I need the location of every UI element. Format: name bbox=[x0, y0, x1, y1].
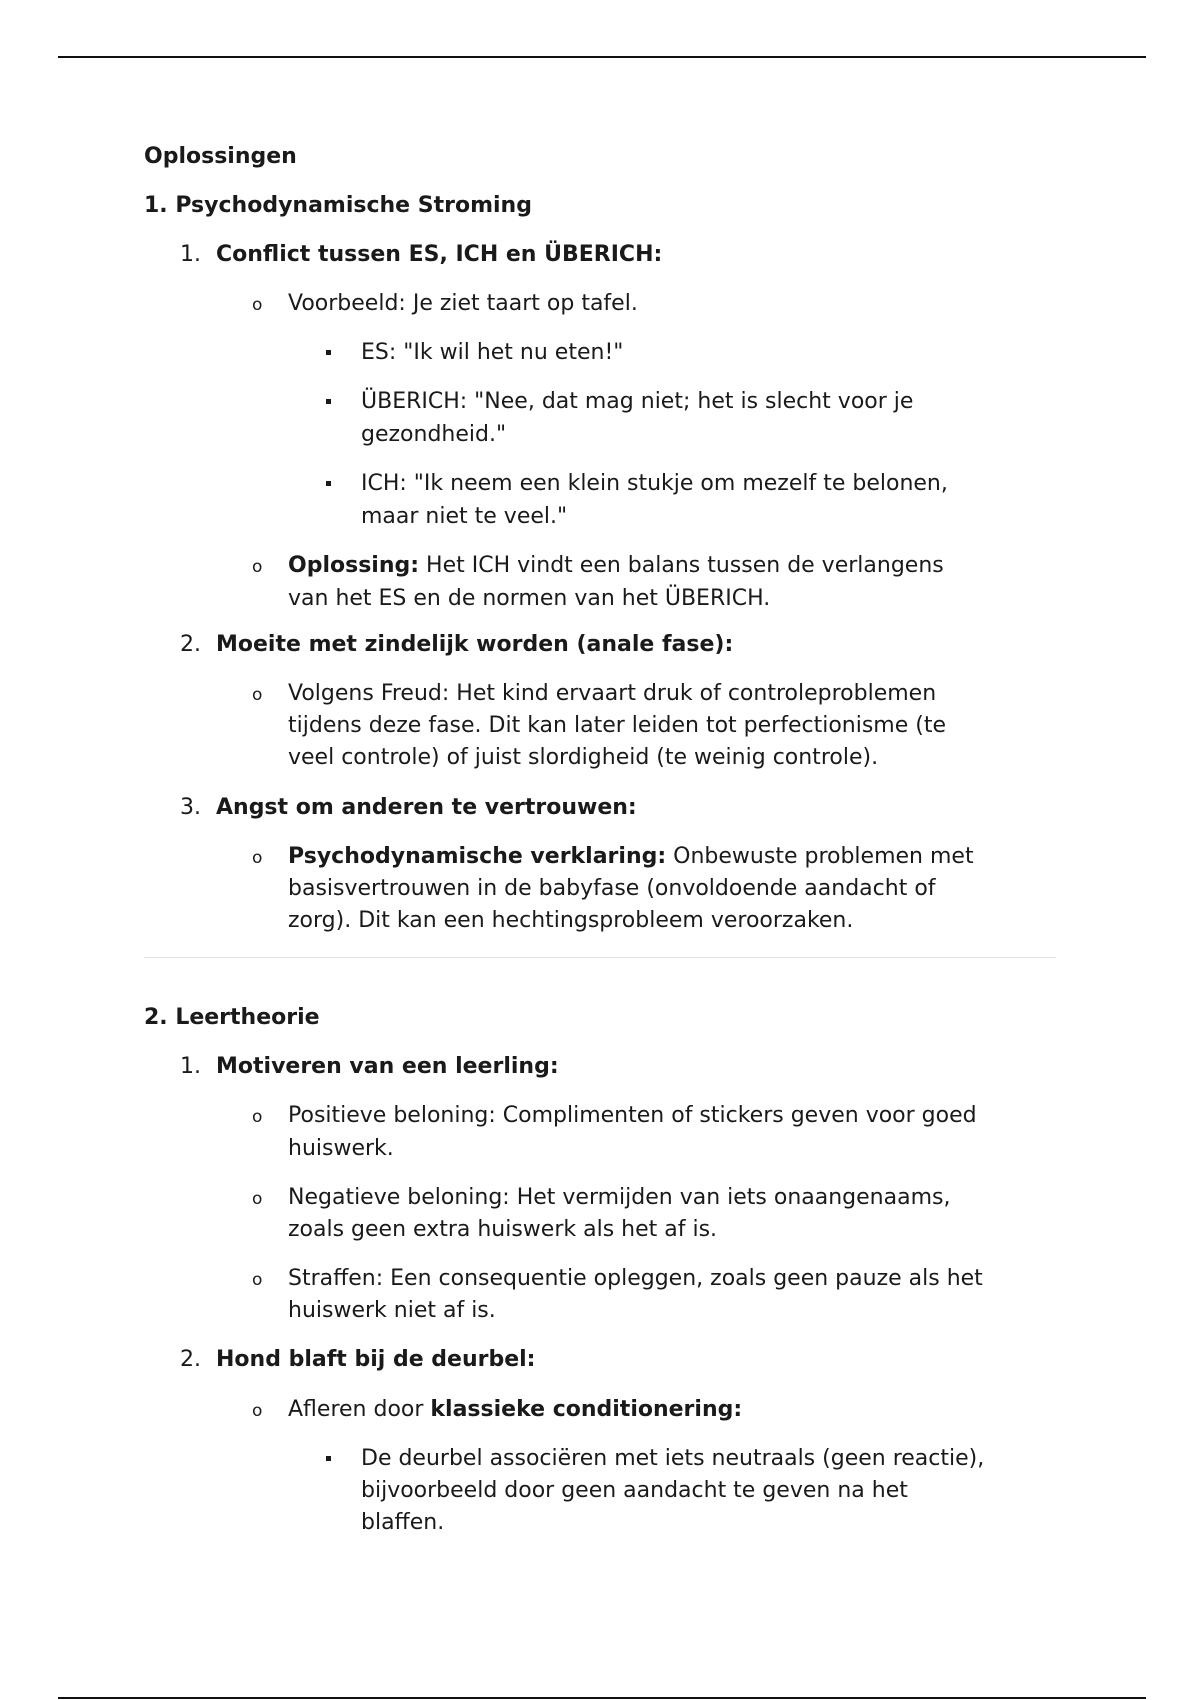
solution-text: Het ICH vindt een balans tussen de verlangens bbox=[419, 553, 944, 578]
positive-line-2: huiswerk. bbox=[288, 1136, 394, 1161]
square-bullet-icon bbox=[326, 481, 331, 486]
circle-bullet-icon: o bbox=[252, 1401, 263, 1421]
detail-line-1: De deurbel associëren met iets neutraals (geen reactie), bbox=[361, 1446, 985, 1471]
circle-bullet-icon: o bbox=[252, 1270, 263, 1290]
item-title: Motiveren van een leerling: bbox=[216, 1054, 559, 1079]
square-bullet-icon bbox=[326, 1456, 331, 1461]
list-number: 2. bbox=[180, 1347, 201, 1372]
verklaring-text: Onbewuste problemen met bbox=[666, 844, 974, 869]
list-number: 1. bbox=[180, 1054, 201, 1079]
detail-line-3: blaffen. bbox=[361, 1510, 445, 1535]
item-title: Conflict tussen ES, ICH en ÜBERICH: bbox=[216, 242, 663, 267]
solution-label: Oplossing: bbox=[288, 553, 420, 578]
ich-line-2: maar niet te veel." bbox=[361, 504, 568, 529]
item-title: Moeite met zindelijk worden (anale fase): bbox=[216, 632, 734, 657]
freud-line-3: veel controle) of juist slordigheid (te weinig controle). bbox=[288, 745, 879, 770]
circle-bullet-icon: o bbox=[252, 557, 263, 577]
circle-bullet-icon: o bbox=[252, 848, 263, 868]
punish-line-2: huiswerk niet af is. bbox=[288, 1298, 496, 1323]
conditioning-bold: klassieke conditionering: bbox=[430, 1397, 743, 1422]
section-1-title: 1. Psychodynamische Stroming bbox=[144, 193, 532, 218]
top-rule bbox=[58, 56, 1146, 58]
list-number: 1. bbox=[180, 242, 201, 267]
solution-line-1 bbox=[288, 549, 944, 582]
freud-line-1: Volgens Freud: Het kind ervaart druk of controleproblemen bbox=[288, 681, 937, 706]
section-divider bbox=[144, 957, 1056, 958]
ich-line-1: ICH: "Ik neem een klein stukje om mezelf te belonen, bbox=[361, 471, 948, 496]
circle-bullet-icon: o bbox=[252, 685, 263, 705]
freud-line-2: tijdens deze fase. Dit kan later leiden tot perfectionisme (te bbox=[288, 713, 947, 738]
verklaring-label: Psychodynamische verklaring: bbox=[288, 844, 667, 869]
solution-line-2: van het ES en de normen van het ÜBERICH. bbox=[288, 586, 771, 611]
circle-bullet-icon: o bbox=[252, 295, 263, 315]
negative-line-1: Negatieve beloning: Het vermijden van iets onaangenaams, bbox=[288, 1185, 951, 1210]
punish-line-1: Straffen: Een consequentie opleggen, zoals geen pauze als het bbox=[288, 1266, 983, 1291]
square-bullet-icon bbox=[326, 399, 331, 404]
negative-line-2: zoals geen extra huiswerk als het af is. bbox=[288, 1217, 718, 1242]
conditioning-lead: Afleren door bbox=[288, 1397, 431, 1422]
circle-bullet-icon: o bbox=[252, 1107, 263, 1127]
uberich-line-2: gezondheid." bbox=[361, 422, 507, 447]
circle-bullet-icon: o bbox=[252, 1189, 263, 1209]
verklaring-line-1 bbox=[288, 840, 974, 873]
es-line: ES: "Ik wil het nu eten!" bbox=[361, 340, 624, 365]
list-number: 2. bbox=[180, 632, 201, 657]
page-heading: Oplossingen bbox=[144, 144, 297, 169]
item-title: Hond blaft bij de deurbel: bbox=[216, 1347, 536, 1372]
example-text: Voorbeeld: Je ziet taart op tafel. bbox=[288, 291, 638, 316]
verklaring-line-3: zorg). Dit kan een hechtingsprobleem veroorzaken. bbox=[288, 908, 854, 933]
verklaring-line-2: basisvertrouwen in de babyfase (onvoldoende aandacht of bbox=[288, 876, 936, 901]
conditioning-line bbox=[288, 1393, 742, 1426]
bottom-rule bbox=[58, 1697, 1146, 1699]
section-2-title: 2. Leertheorie bbox=[144, 1005, 320, 1030]
square-bullet-icon bbox=[326, 350, 331, 355]
positive-line-1: Positieve beloning: Complimenten of stickers geven voor goed bbox=[288, 1103, 977, 1128]
item-title: Angst om anderen te vertrouwen: bbox=[216, 795, 637, 820]
detail-line-2: bijvoorbeeld door geen aandacht te geven na het bbox=[361, 1478, 908, 1503]
list-number: 3. bbox=[180, 795, 201, 820]
uberich-line-1: ÜBERICH: "Nee, dat mag niet; het is slecht voor je bbox=[361, 389, 914, 414]
